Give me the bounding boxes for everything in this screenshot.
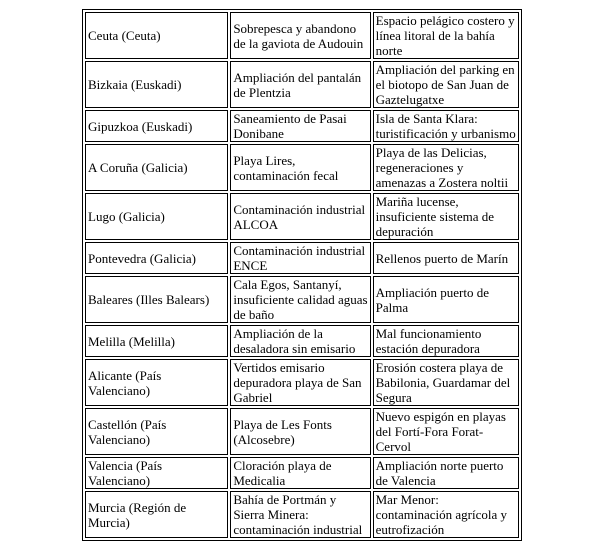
cell-issue-primary: Cala Egos, Santanyí, insuficiente calidad aguas de baño <box>230 276 370 323</box>
cell-issue-primary: Bahía de Portmán y Sierra Minera: contaminación industrial <box>230 491 370 538</box>
cell-issue-primary: Contaminación industrial ENCE <box>230 242 370 274</box>
cell-issue-secondary: Erosión costera playa de Babilonia, Guardamar del Segura <box>373 359 519 406</box>
table-row <box>85 61 519 108</box>
cell-region: Melilla (Melilla) <box>85 325 228 357</box>
table-row <box>85 457 519 489</box>
cell-issue-primary: Contaminación industrial ALCOA <box>230 193 370 240</box>
cell-issue-primary: Playa de Les Fonts (Alcosebre) <box>230 408 370 455</box>
cell-issue-secondary: Mar Menor: contaminación agrícola y eutrofización <box>373 491 519 538</box>
table-row <box>85 12 519 59</box>
cell-region: Castellón (País Valenciano) <box>85 408 228 455</box>
cell-issue-secondary: Nuevo espigón en playas del Fortí-Fora Forat-Cervol <box>373 408 519 455</box>
cell-region: A Coruña (Galicia) <box>85 144 228 191</box>
cell-issue-primary: Sobrepesca y abandono de la gaviota de Audouin <box>230 12 370 59</box>
table-row <box>85 359 519 406</box>
table-row <box>85 276 519 323</box>
cell-issue-primary: Vertidos emisario depuradora playa de San Gabriel <box>230 359 370 406</box>
cell-region: Ceuta (Ceuta) <box>85 12 228 59</box>
cell-issue-secondary: Rellenos puerto de Marín <box>373 242 519 274</box>
cell-issue-secondary: Ampliación del parking en el biotopo de San Juan de Gaztelugatxe <box>373 61 519 108</box>
cell-issue-primary: Saneamiento de Pasai Donibane <box>230 110 370 142</box>
cell-issue-secondary: Mariña lucense, insuficiente sistema de depuración <box>373 193 519 240</box>
cell-region: Alicante (País Valenciano) <box>85 359 228 406</box>
cell-issue-secondary: Isla de Santa Klara: turistificación y urbanismo <box>373 110 519 142</box>
cell-issue-primary: Ampliación del pantalán de Plentzia <box>230 61 370 108</box>
regions-issues-table <box>82 9 522 541</box>
cell-region: Gipuzkoa (Euskadi) <box>85 110 228 142</box>
cell-region: Lugo (Galicia) <box>85 193 228 240</box>
cell-issue-secondary: Mal funcionamiento estación depuradora <box>373 325 519 357</box>
cell-issue-secondary: Espacio pelágico costero y línea litoral de la bahía norte <box>373 12 519 59</box>
table-row <box>85 325 519 357</box>
table-row <box>85 193 519 240</box>
cell-region: Murcia (Región de Murcia) <box>85 491 228 538</box>
table-row <box>85 491 519 538</box>
table-row <box>85 110 519 142</box>
table-row <box>85 144 519 191</box>
cell-issue-primary: Ampliación de la desaladora sin emisario <box>230 325 370 357</box>
cell-region: Valencia (País Valenciano) <box>85 457 228 489</box>
table-row <box>85 408 519 455</box>
cell-region: Bizkaia (Euskadi) <box>85 61 228 108</box>
cell-region: Pontevedra (Galicia) <box>85 242 228 274</box>
cell-issue-primary: Playa Lires, contaminación fecal <box>230 144 370 191</box>
cell-issue-secondary: Ampliación puerto de Palma <box>373 276 519 323</box>
cell-region: Baleares (Illes Balears) <box>85 276 228 323</box>
table-row <box>85 242 519 274</box>
cell-issue-secondary: Playa de las Delicias, regeneraciones y amenazas a Zostera noltii <box>373 144 519 191</box>
cell-issue-secondary: Ampliación norte puerto de Valencia <box>373 457 519 489</box>
cell-issue-primary: Cloración playa de Medicalia <box>230 457 370 489</box>
